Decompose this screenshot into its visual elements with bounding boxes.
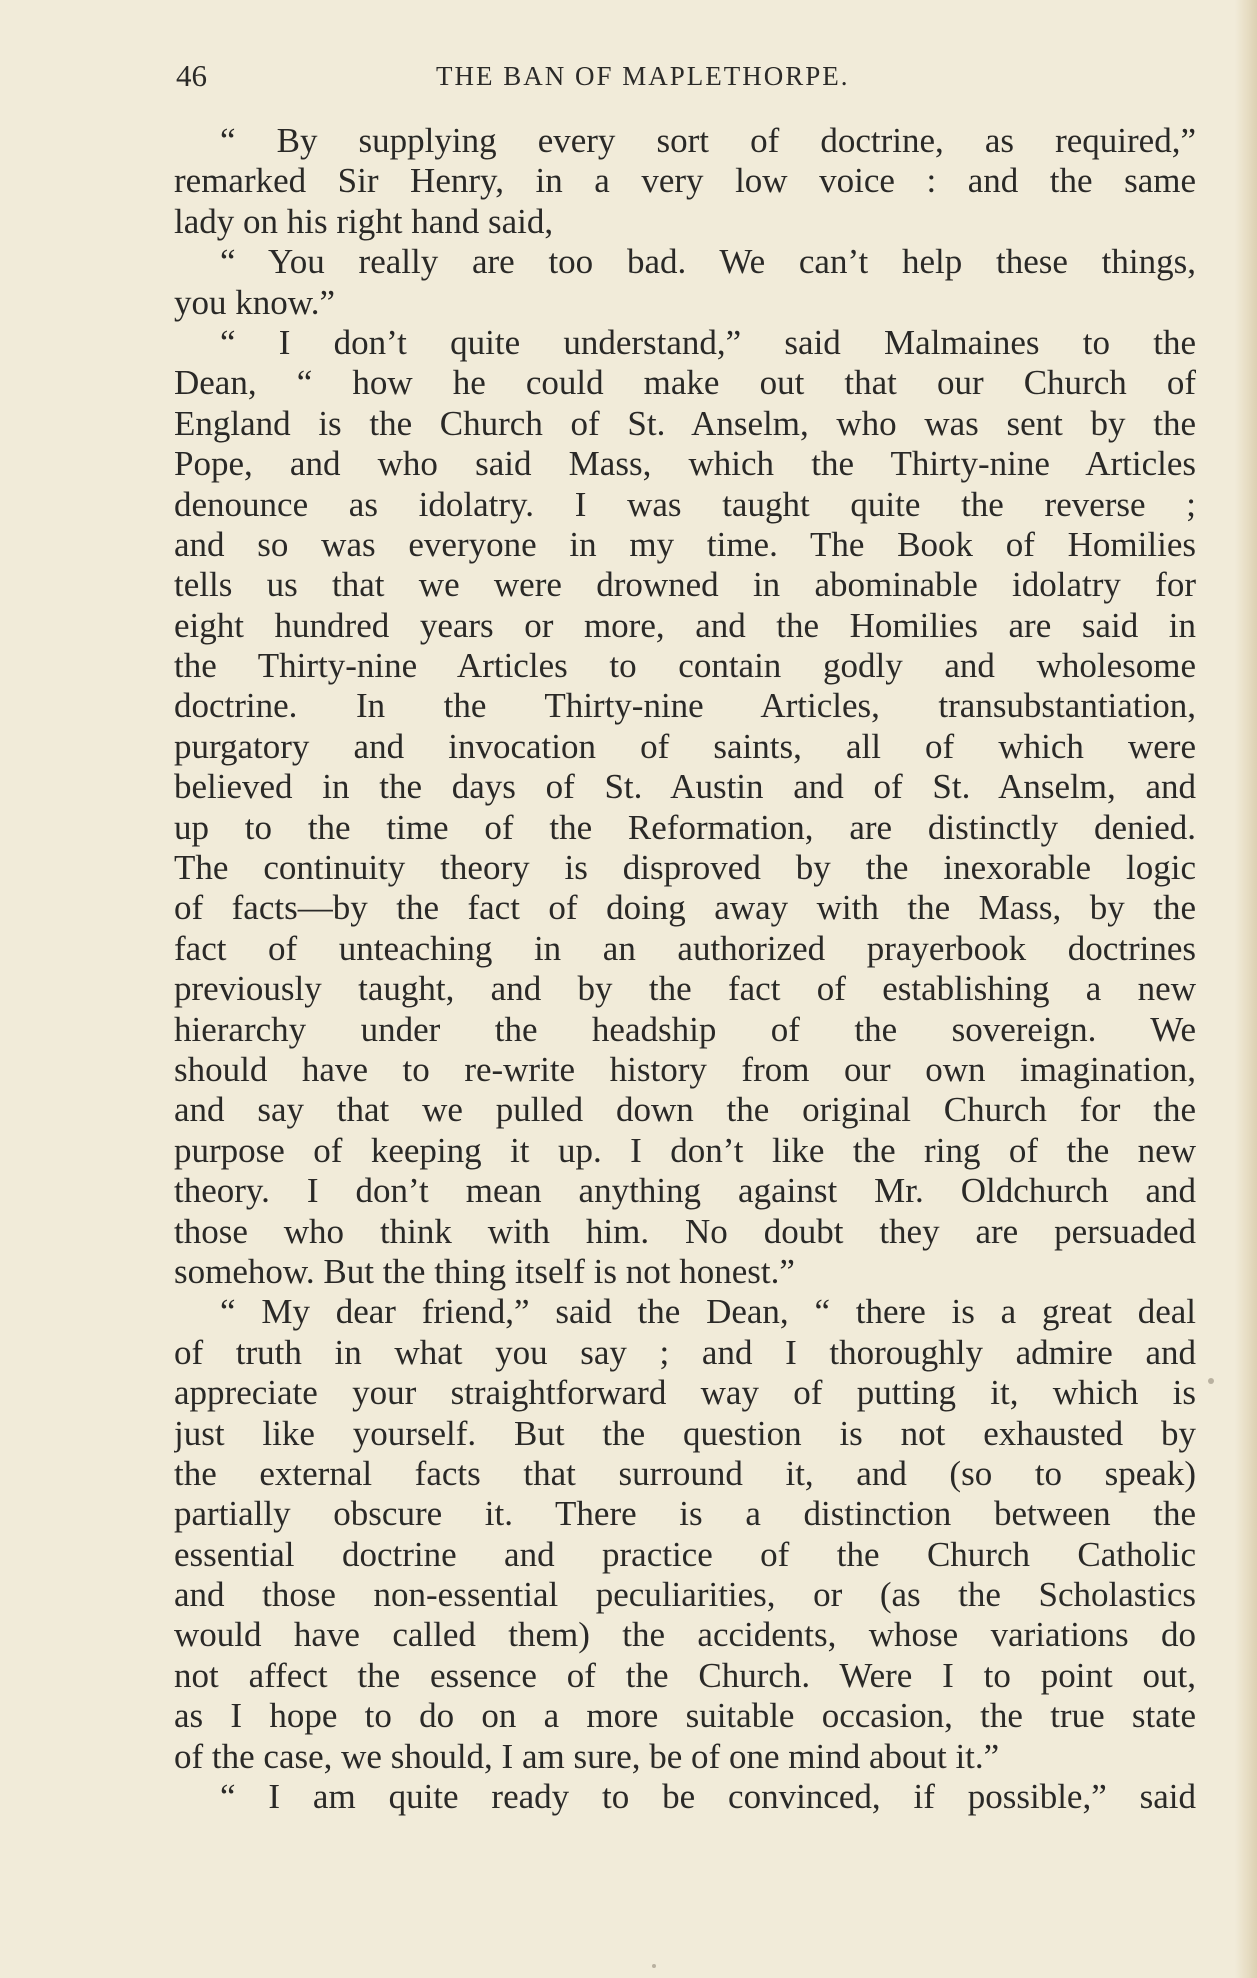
text-line: previously taught, and by the fact of establishing a new (174, 969, 1196, 1009)
text-line: just like yourself. But the question is not exhausted by (174, 1413, 1196, 1453)
text-line: “ I don’t quite understand,” said Malmaines to the (220, 322, 1196, 362)
text-line: eight hundred years or more, and the Homilies are said in (174, 605, 1196, 645)
text-line: believed in the days of St. Austin and of St. Anselm, and (174, 767, 1196, 807)
text-line: theory. I don’t mean anything against Mr. Oldchurch and (174, 1171, 1196, 1211)
text-line: remarked Sir Henry, in a very low voice : and the same (174, 161, 1196, 201)
text-line: of facts—by the fact of doing away with the Mass, by the (174, 888, 1196, 928)
text-line: those who think with him. No doubt they are persuaded (174, 1211, 1196, 1251)
paper-speck (1208, 1378, 1214, 1384)
text-line: Dean, “ how he could make out that our Church of (174, 363, 1196, 403)
text-line: and those non-essential peculiarities, or (as the Scholastics (174, 1575, 1196, 1615)
text-line: purgatory and invocation of saints, all of which were (174, 726, 1196, 766)
text-line: fact of unteaching in an authorized prayerbook doctrines (174, 928, 1196, 968)
text-line: as I hope to do on a more suitable occasion, the true state (174, 1696, 1196, 1736)
text-line: lady on his right hand said, (174, 201, 554, 241)
text-line: somehow. But the thing itself is not honest.” (174, 1251, 795, 1291)
page-edge-shadow (1235, 0, 1257, 1978)
text-line: not affect the essence of the Church. Were I to point out, (174, 1655, 1196, 1695)
text-line: of the case, we should, I am sure, be of one mind about it.” (174, 1736, 1000, 1776)
text-line: hierarchy under the headship of the sovereign. We (174, 1009, 1196, 1049)
text-line: Pope, and who said Mass, which the Thirty-nine Articles (174, 444, 1196, 484)
text-line: the Thirty-nine Articles to contain godly and wholesome (174, 646, 1196, 686)
text-line: tells us that we were drowned in abominable idolatry for (174, 565, 1196, 605)
text-line: doctrine. In the Thirty-nine Articles, transubstantiation, (174, 686, 1196, 726)
running-title: THE BAN OF MAPLETHORPE. (436, 61, 850, 91)
text-line: of truth in what you say ; and I thoroughly admire and (174, 1332, 1196, 1372)
text-line: “ My dear friend,” said the Dean, “ there is a great deal (220, 1292, 1196, 1332)
text-line: and so was everyone in my time. The Book of Homilies (174, 524, 1196, 564)
text-line: “ I am quite ready to be convinced, if possible,” said (220, 1777, 1196, 1817)
text-line: the external facts that surround it, and (so to speak) (174, 1453, 1196, 1493)
text-line: purpose of keeping it up. I don’t like the ring of the new (174, 1130, 1196, 1170)
text-line: “ You really are too bad. We can’t help these things, (220, 242, 1196, 282)
text-line: you know.” (174, 282, 336, 322)
page-number: 46 (176, 58, 207, 93)
text-line: England is the Church of St. Anselm, who was sent by the (174, 403, 1196, 443)
text-line: partially obscure it. There is a distinction between the (174, 1494, 1196, 1534)
paper-speck (652, 1964, 656, 1968)
text-line: appreciate your straightforward way of putting it, which is (174, 1373, 1196, 1413)
text-line: “ By supplying every sort of doctrine, as required,” (220, 121, 1196, 160)
text-line: up to the time of the Reformation, are distinctly denied. (174, 807, 1196, 847)
text-line: The continuity theory is disproved by the inexorable logic (174, 848, 1196, 888)
text-line: should have to re-write history from our own imagination, (174, 1049, 1196, 1089)
body-text (174, 121, 1196, 1817)
text-line: essential doctrine and practice of the Church Catholic (174, 1534, 1196, 1574)
text-line: and say that we pulled down the original Church for the (174, 1090, 1196, 1130)
text-line: would have called them) the accidents, whose variations do (174, 1615, 1196, 1655)
page-header (176, 56, 1198, 96)
text-line: denounce as idolatry. I was taught quite the reverse ; (174, 484, 1196, 524)
